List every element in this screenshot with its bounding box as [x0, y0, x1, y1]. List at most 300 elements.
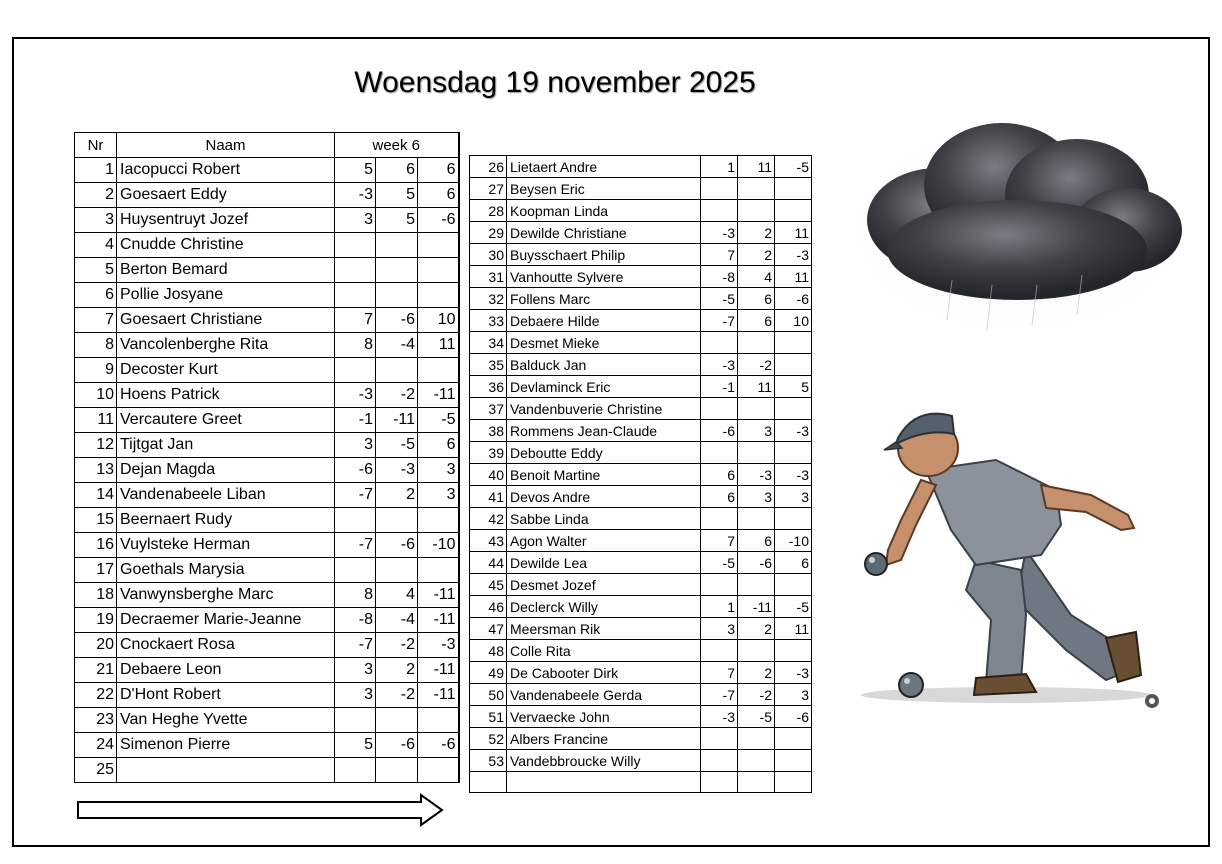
player-name: Vancolenberghe Rita — [117, 333, 335, 358]
score-game-3: -11 — [418, 683, 459, 708]
row-number: 9 — [75, 358, 117, 383]
score-game-1: 1 — [701, 596, 738, 618]
table-row — [470, 750, 812, 772]
score-game-1: 8 — [335, 333, 376, 358]
player-name: Cnockaert Rosa — [117, 633, 335, 658]
row-number: 28 — [470, 200, 507, 222]
player-name: Tijtgat Jan — [117, 433, 335, 458]
score-game-1: -7 — [335, 533, 376, 558]
score-game-2: 5 — [376, 183, 418, 208]
score-game-1: -6 — [335, 458, 376, 483]
score-game-1: 7 — [701, 530, 738, 552]
row-number: 27 — [470, 178, 507, 200]
table-row — [470, 398, 812, 420]
score-game-1: -5 — [701, 288, 738, 310]
player-name: Follens Marc — [507, 288, 701, 310]
table-row — [470, 442, 812, 464]
score-game-2: 6 — [738, 288, 775, 310]
score-game-3 — [418, 708, 459, 733]
row-number: 49 — [470, 662, 507, 684]
score-game-2 — [738, 178, 775, 200]
score-game-3: -3 — [775, 244, 812, 266]
row-number: 4 — [75, 233, 117, 258]
player-name: Van Heghe Yvette — [117, 708, 335, 733]
table-row — [75, 483, 459, 508]
row-number: 32 — [470, 288, 507, 310]
score-game-2: -6 — [376, 733, 418, 758]
score-game-3 — [418, 558, 459, 583]
score-game-1: -7 — [335, 483, 376, 508]
table-row — [470, 332, 812, 354]
row-number: 46 — [470, 596, 507, 618]
score-game-2: 2 — [376, 483, 418, 508]
score-game-3: 11 — [775, 618, 812, 640]
score-game-2 — [738, 574, 775, 596]
table-row — [75, 433, 459, 458]
score-game-2: 6 — [738, 530, 775, 552]
player-name: Simenon Pierre — [117, 733, 335, 758]
table-row — [470, 596, 812, 618]
score-game-2: 11 — [738, 376, 775, 398]
score-game-3 — [775, 750, 812, 772]
score-game-3: -5 — [775, 596, 812, 618]
player-name: Hoens Patrick — [117, 383, 335, 408]
score-game-3: -11 — [418, 383, 459, 408]
score-game-3: 3 — [418, 483, 459, 508]
score-game-2: -2 — [376, 383, 418, 408]
score-game-1 — [701, 178, 738, 200]
player-name: Vervaecke John — [507, 706, 701, 728]
score-game-3 — [418, 233, 459, 258]
table-row — [75, 583, 459, 608]
score-game-1: -7 — [701, 310, 738, 332]
header-week: week 6 — [335, 133, 459, 158]
row-number: 38 — [470, 420, 507, 442]
score-game-3: 11 — [418, 333, 459, 358]
row-number: 53 — [470, 750, 507, 772]
table-row — [470, 706, 812, 728]
score-game-1 — [701, 398, 738, 420]
score-game-1 — [335, 708, 376, 733]
score-game-3: -11 — [418, 583, 459, 608]
player-name: Goesaert Eddy — [117, 183, 335, 208]
player-name: De Cabooter Dirk — [507, 662, 701, 684]
score-game-1 — [701, 640, 738, 662]
score-game-3: -6 — [775, 706, 812, 728]
score-game-1: -1 — [701, 376, 738, 398]
table-row — [470, 222, 812, 244]
score-game-1: -5 — [701, 552, 738, 574]
row-number: 30 — [470, 244, 507, 266]
row-number: 50 — [470, 684, 507, 706]
row-number: 7 — [75, 308, 117, 333]
score-game-3: 3 — [775, 684, 812, 706]
player-name: Beernaert Rudy — [117, 508, 335, 533]
player-name: Decraemer Marie-Jeanne — [117, 608, 335, 633]
score-game-2: 2 — [738, 618, 775, 640]
score-game-1 — [701, 508, 738, 530]
table-row — [470, 684, 812, 706]
row-number: 45 — [470, 574, 507, 596]
score-game-3: 10 — [775, 310, 812, 332]
row-number: 2 — [75, 183, 117, 208]
score-game-2 — [376, 508, 418, 533]
table-row — [470, 244, 812, 266]
score-game-2: 6 — [376, 158, 418, 183]
score-game-2: 2 — [376, 658, 418, 683]
row-number: 22 — [75, 683, 117, 708]
player-name: Dewilde Lea — [507, 552, 701, 574]
table-row — [470, 376, 812, 398]
row-number: 36 — [470, 376, 507, 398]
table-row — [75, 358, 459, 383]
row-number: 43 — [470, 530, 507, 552]
player-name: Devlaminck Eric — [507, 376, 701, 398]
score-game-1 — [701, 574, 738, 596]
score-table-right — [469, 155, 812, 793]
player-name: Vanhoutte Sylvere — [507, 266, 701, 288]
score-game-2 — [738, 442, 775, 464]
player-name: Vanwynsberghe Marc — [117, 583, 335, 608]
score-game-3 — [775, 398, 812, 420]
table-row — [470, 464, 812, 486]
table-row — [470, 266, 812, 288]
player-name: Benoit Martine — [507, 464, 701, 486]
row-number: 13 — [75, 458, 117, 483]
row-number: 8 — [75, 333, 117, 358]
score-game-1 — [335, 233, 376, 258]
empty-row — [470, 772, 812, 793]
player-name: Huysentruyt Jozef — [117, 208, 335, 233]
player-name: Declerck Willy — [507, 596, 701, 618]
row-number: 29 — [470, 222, 507, 244]
score-game-2: 2 — [738, 222, 775, 244]
table-row — [75, 758, 459, 783]
empty-cell — [507, 772, 701, 793]
score-game-3: -5 — [775, 156, 812, 178]
score-game-3 — [775, 442, 812, 464]
score-game-2 — [738, 508, 775, 530]
table-row — [75, 308, 459, 333]
score-game-1 — [335, 258, 376, 283]
table-row — [470, 662, 812, 684]
score-game-1 — [335, 758, 376, 783]
player-name: Vuylsteke Herman — [117, 533, 335, 558]
header-name: Naam — [117, 133, 335, 158]
table-row — [470, 618, 812, 640]
score-game-3: 11 — [775, 222, 812, 244]
score-game-1: -8 — [335, 608, 376, 633]
player-name: Vandenabeele Liban — [117, 483, 335, 508]
table-row — [75, 158, 459, 183]
score-game-3 — [418, 358, 459, 383]
player-name: Pollie Josyane — [117, 283, 335, 308]
player-name: Cnudde Christine — [117, 233, 335, 258]
score-game-1: 3 — [335, 433, 376, 458]
player-name: Debaere Hilde — [507, 310, 701, 332]
score-game-2: -4 — [376, 333, 418, 358]
score-game-3: -6 — [775, 288, 812, 310]
row-number: 19 — [75, 608, 117, 633]
table-row — [470, 728, 812, 750]
row-number: 26 — [470, 156, 507, 178]
score-game-3 — [775, 200, 812, 222]
player-name: Vandenabeele Gerda — [507, 684, 701, 706]
score-game-1: 6 — [701, 464, 738, 486]
score-game-3 — [418, 508, 459, 533]
right-arrow-icon — [76, 793, 446, 829]
score-game-1: -1 — [335, 408, 376, 433]
row-number: 11 — [75, 408, 117, 433]
player-name: Dejan Magda — [117, 458, 335, 483]
score-game-3: 6 — [775, 552, 812, 574]
score-game-1: -8 — [701, 266, 738, 288]
table-row — [75, 233, 459, 258]
score-game-1: 8 — [335, 583, 376, 608]
row-number: 25 — [75, 758, 117, 783]
score-game-2: -6 — [376, 308, 418, 333]
score-game-1: -7 — [335, 633, 376, 658]
table-row — [470, 640, 812, 662]
row-number: 15 — [75, 508, 117, 533]
player-name: Buysschaert Philip — [507, 244, 701, 266]
score-game-2: 5 — [376, 208, 418, 233]
player-name: Rommens Jean-Claude — [507, 420, 701, 442]
storm-cloud-illustration — [842, 80, 1192, 340]
table-row — [75, 608, 459, 633]
row-number: 16 — [75, 533, 117, 558]
empty-cell — [738, 772, 775, 793]
score-game-1 — [335, 508, 376, 533]
score-game-2: -3 — [376, 458, 418, 483]
player-name: Meersman Rik — [507, 618, 701, 640]
score-game-3: 6 — [418, 158, 459, 183]
table-row — [75, 183, 459, 208]
row-number: 20 — [75, 633, 117, 658]
table-row — [470, 178, 812, 200]
score-game-3: -10 — [418, 533, 459, 558]
score-game-2: -2 — [738, 354, 775, 376]
score-game-1: 3 — [701, 618, 738, 640]
row-number: 34 — [470, 332, 507, 354]
score-game-2 — [376, 258, 418, 283]
table-row — [75, 333, 459, 358]
table-row — [470, 156, 812, 178]
table-row — [75, 558, 459, 583]
score-game-2 — [738, 750, 775, 772]
player-name: Devos Andre — [507, 486, 701, 508]
score-game-2: -5 — [738, 706, 775, 728]
table-row — [470, 310, 812, 332]
table-row — [75, 508, 459, 533]
score-game-3 — [775, 508, 812, 530]
score-game-3 — [418, 283, 459, 308]
row-number: 3 — [75, 208, 117, 233]
score-game-2: 4 — [738, 266, 775, 288]
score-game-2 — [376, 558, 418, 583]
table-row — [75, 408, 459, 433]
score-game-1: -3 — [701, 222, 738, 244]
boules-player-illustration — [856, 400, 1166, 715]
row-number: 51 — [470, 706, 507, 728]
score-game-1: 7 — [701, 662, 738, 684]
player-name: Goethals Marysia — [117, 558, 335, 583]
score-game-3 — [775, 728, 812, 750]
score-game-2 — [376, 233, 418, 258]
row-number: 48 — [470, 640, 507, 662]
player-name — [117, 758, 335, 783]
row-number: 12 — [75, 433, 117, 458]
score-game-1 — [335, 558, 376, 583]
row-number: 24 — [75, 733, 117, 758]
score-game-2: -2 — [376, 683, 418, 708]
score-game-3: 5 — [775, 376, 812, 398]
score-game-2 — [376, 708, 418, 733]
player-name: Koopman Linda — [507, 200, 701, 222]
table-row — [75, 458, 459, 483]
score-game-1: -3 — [335, 383, 376, 408]
table-row — [470, 288, 812, 310]
row-number: 44 — [470, 552, 507, 574]
score-game-3 — [775, 332, 812, 354]
score-game-3 — [418, 758, 459, 783]
row-number: 10 — [75, 383, 117, 408]
row-number: 21 — [75, 658, 117, 683]
table-row — [470, 486, 812, 508]
page-title: Woensdag 19 november 2025 — [354, 66, 756, 99]
score-game-1: 1 — [701, 156, 738, 178]
player-name: Desmet Jozef — [507, 574, 701, 596]
score-game-2: 4 — [376, 583, 418, 608]
empty-cell — [701, 772, 738, 793]
header-nr: Nr — [75, 133, 117, 158]
row-number: 23 — [75, 708, 117, 733]
score-game-2 — [738, 728, 775, 750]
table-row — [470, 354, 812, 376]
score-game-3 — [775, 640, 812, 662]
score-game-3: -10 — [775, 530, 812, 552]
score-game-1: 6 — [701, 486, 738, 508]
player-name: Lietaert Andre — [507, 156, 701, 178]
player-name: Vandenbuverie Christine — [507, 398, 701, 420]
score-game-2: 2 — [738, 244, 775, 266]
row-number: 33 — [470, 310, 507, 332]
table-row — [75, 708, 459, 733]
score-game-2: -3 — [738, 464, 775, 486]
table-row — [470, 574, 812, 596]
row-number: 41 — [470, 486, 507, 508]
row-number: 39 — [470, 442, 507, 464]
score-game-3: -11 — [418, 658, 459, 683]
row-number: 47 — [470, 618, 507, 640]
row-number: 31 — [470, 266, 507, 288]
score-game-2: 2 — [738, 662, 775, 684]
score-game-3: 3 — [418, 458, 459, 483]
player-name: Goesaert Christiane — [117, 308, 335, 333]
row-number: 18 — [75, 583, 117, 608]
player-name: Desmet Mieke — [507, 332, 701, 354]
score-game-3: 6 — [418, 183, 459, 208]
player-name: Albers Francine — [507, 728, 701, 750]
score-game-3: -3 — [775, 662, 812, 684]
table-row — [470, 508, 812, 530]
player-name: Sabbe Linda — [507, 508, 701, 530]
score-game-3: -3 — [775, 464, 812, 486]
score-game-1 — [701, 332, 738, 354]
row-number: 5 — [75, 258, 117, 283]
player-name: Vercautere Greet — [117, 408, 335, 433]
score-game-1: 3 — [335, 658, 376, 683]
row-number: 6 — [75, 283, 117, 308]
player-name: Debaere Leon — [117, 658, 335, 683]
score-game-3: -6 — [418, 733, 459, 758]
score-game-1 — [335, 358, 376, 383]
score-game-2: 3 — [738, 420, 775, 442]
score-game-3: 3 — [775, 486, 812, 508]
score-game-1 — [701, 200, 738, 222]
score-game-1: 3 — [335, 208, 376, 233]
score-game-2: -6 — [376, 533, 418, 558]
score-game-3 — [418, 258, 459, 283]
table-row — [75, 533, 459, 558]
table-row — [470, 200, 812, 222]
score-game-3 — [775, 354, 812, 376]
score-game-1: 7 — [335, 308, 376, 333]
table-row — [75, 733, 459, 758]
score-game-2 — [738, 200, 775, 222]
score-game-3: 6 — [418, 433, 459, 458]
empty-cell — [470, 772, 507, 793]
player-name: Deboutte Eddy — [507, 442, 701, 464]
score-game-2: -2 — [376, 633, 418, 658]
row-number: 1 — [75, 158, 117, 183]
score-game-2: -11 — [738, 596, 775, 618]
score-game-2 — [376, 758, 418, 783]
table-row — [75, 208, 459, 233]
score-game-1: 3 — [335, 683, 376, 708]
score-game-2 — [738, 332, 775, 354]
table-row — [470, 530, 812, 552]
player-name: Dewilde Christiane — [507, 222, 701, 244]
row-number: 42 — [470, 508, 507, 530]
score-game-2: 3 — [738, 486, 775, 508]
player-name: Decoster Kurt — [117, 358, 335, 383]
score-game-2 — [738, 398, 775, 420]
player-name: Colle Rita — [507, 640, 701, 662]
table-row — [75, 258, 459, 283]
score-game-2: -4 — [376, 608, 418, 633]
score-game-3 — [775, 178, 812, 200]
player-name: Vandebbroucke Willy — [507, 750, 701, 772]
player-name: D'Hont Robert — [117, 683, 335, 708]
table-row — [470, 552, 812, 574]
score-game-1 — [701, 728, 738, 750]
score-game-1 — [701, 442, 738, 464]
score-game-1: -3 — [335, 183, 376, 208]
score-game-2: -5 — [376, 433, 418, 458]
score-game-1: 7 — [701, 244, 738, 266]
player-name: Beysen Eric — [507, 178, 701, 200]
table-header-row — [75, 133, 459, 158]
score-game-3: -3 — [775, 420, 812, 442]
player-name: Iacopucci Robert — [117, 158, 335, 183]
score-game-2: -6 — [738, 552, 775, 574]
score-game-1: 5 — [335, 733, 376, 758]
table-row — [75, 283, 459, 308]
score-game-3: -11 — [418, 608, 459, 633]
table-row — [75, 633, 459, 658]
score-game-2: 11 — [738, 156, 775, 178]
